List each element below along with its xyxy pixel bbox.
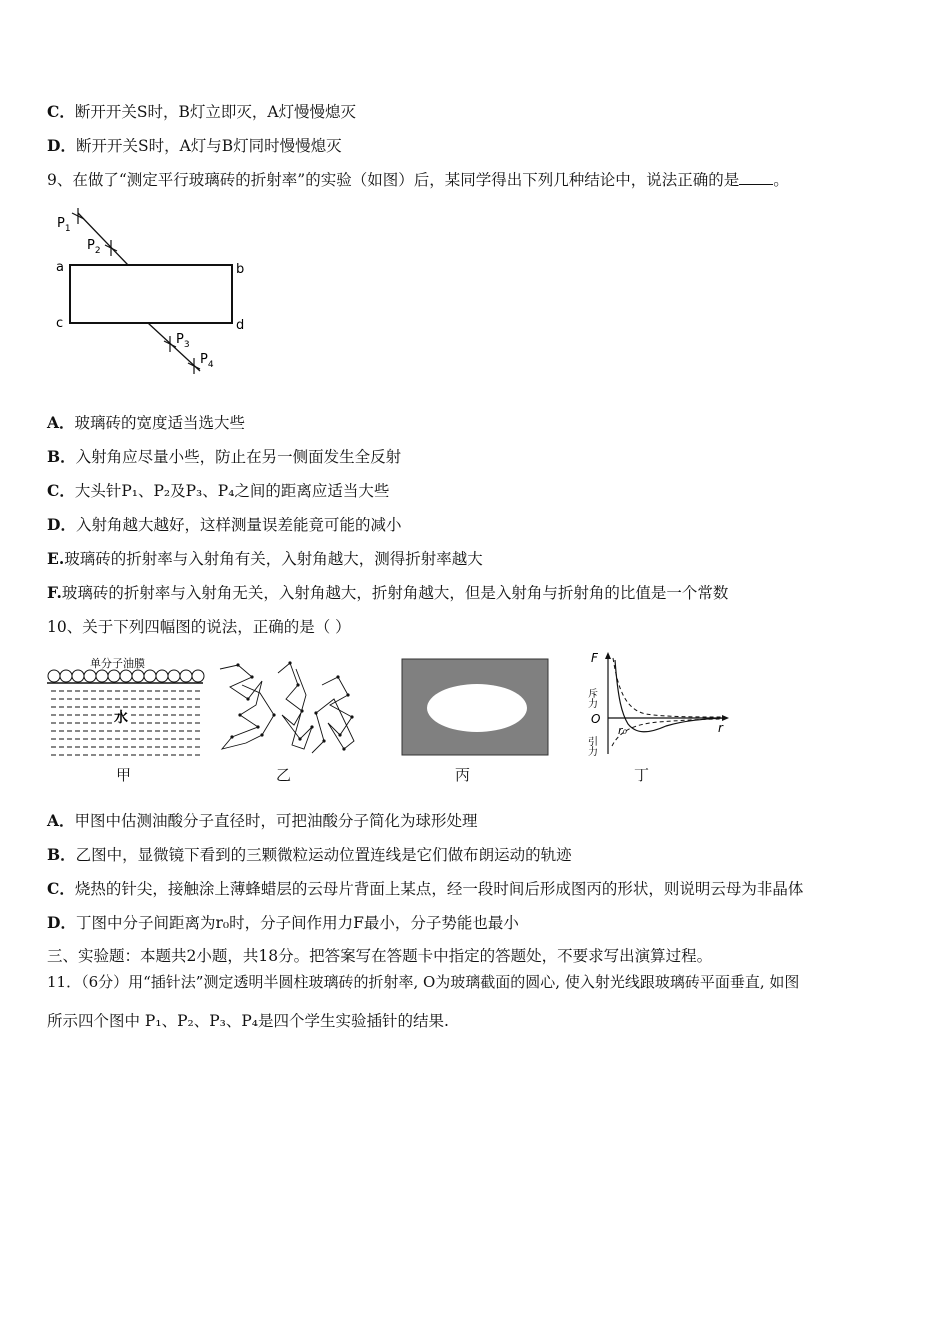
section3-heading: 三、实验题：本题共2小题，共18分。把答案写在答题卡中指定的答题处，不要求写出演算过程。 bbox=[47, 947, 713, 965]
label-attraction: 引力 bbox=[586, 736, 597, 756]
q9-option-c bbox=[47, 481, 389, 501]
option-text: 玻璃砖的宽度适当选大些 bbox=[74, 414, 246, 432]
label-r0: r₀ bbox=[618, 724, 627, 737]
trajectory-2 bbox=[278, 663, 312, 749]
incident-ray bbox=[78, 213, 128, 265]
option-text: 入射角应尽量小些，防止在另一侧面发生全反射 bbox=[75, 448, 402, 466]
label-repulsion: 斥力 bbox=[586, 688, 597, 708]
caption-bing: 丙 bbox=[455, 766, 471, 784]
label-p4: $P_4$ bbox=[200, 352, 214, 370]
q10-stem: 10、关于下列四幅图的说法，正确的是（ ） bbox=[47, 618, 351, 636]
pin-marks bbox=[72, 208, 200, 374]
option-text: 入射角越大越好，这样测量误差能竟可能的减小 bbox=[75, 516, 402, 534]
answer-blank bbox=[739, 170, 773, 185]
option-letter: D． bbox=[47, 913, 76, 932]
label-p2: $P_2$ bbox=[87, 238, 101, 256]
q8-option-d bbox=[47, 136, 342, 156]
option-text: 断开开关S时，B灯立即灭，A灯慢慢熄灭 bbox=[74, 103, 357, 121]
caption-ding: 丁 bbox=[634, 766, 650, 784]
q10-figure-jia bbox=[45, 655, 205, 757]
q10-option-c bbox=[47, 879, 803, 899]
option-letter: F. bbox=[47, 583, 62, 602]
label-r: r bbox=[718, 721, 723, 735]
label-p3: $P_3$ bbox=[176, 332, 190, 350]
repulsion-curve bbox=[613, 658, 724, 717]
q9-option-f bbox=[47, 583, 728, 603]
label-O: O bbox=[591, 712, 601, 726]
q11-line2: 所示四个图中 P₁、P₂、P₃、P₄是四个学生实验插针的结果. bbox=[47, 1012, 449, 1030]
oil-molecules bbox=[48, 670, 204, 682]
label-c: c bbox=[56, 316, 64, 331]
q10-figure-yi bbox=[212, 655, 362, 755]
label-F: F bbox=[591, 651, 598, 665]
option-text: 丁图中分子间距离为r₀时，分子间作用力F最小，分子势能也最小 bbox=[75, 914, 519, 932]
option-letter: D． bbox=[47, 515, 76, 534]
water-label: 水 bbox=[114, 710, 128, 726]
q9-stem bbox=[47, 170, 789, 190]
label-d: d bbox=[236, 318, 245, 333]
q9-option-e bbox=[47, 549, 483, 569]
q10-option-a bbox=[47, 811, 478, 831]
option-text: 玻璃砖的折射率与入射角无关，入射角越大，折射角越大，但是入射角与折射角的比值是一个常数 bbox=[61, 584, 729, 602]
q9-option-b bbox=[47, 447, 401, 467]
option-text: 大头针P₁、P₂及P₃、P₄之间的距离应适当大些 bbox=[74, 482, 390, 500]
option-letter: B． bbox=[47, 447, 76, 466]
attraction-curve bbox=[612, 719, 724, 746]
q9-glass-brick-figure bbox=[50, 205, 260, 380]
q9-stem-end: 。 bbox=[773, 171, 789, 189]
label-p1: $P_1$ bbox=[57, 216, 71, 234]
f-axis-arrow bbox=[605, 652, 611, 659]
glass-brick-rect bbox=[70, 265, 232, 323]
trajectory-1 bbox=[220, 665, 274, 749]
option-text: 烧热的针尖，接触涂上薄蜂蜡层的云母片背面上某点，经一段时间后形成图丙的形状，则说明云母为非晶体 bbox=[74, 880, 804, 898]
q10-figure-bing bbox=[401, 658, 549, 756]
q10-option-b bbox=[47, 845, 572, 865]
option-letter: A． bbox=[47, 811, 75, 830]
q10-option-d bbox=[47, 913, 519, 933]
emergent-ray bbox=[148, 323, 200, 371]
q8-option-c bbox=[47, 102, 356, 122]
q9-option-d bbox=[47, 515, 401, 535]
q9-option-a bbox=[47, 413, 245, 433]
q10-figure-ding bbox=[586, 650, 732, 758]
film-label: 单分子油膜 bbox=[90, 657, 145, 670]
label-b: b bbox=[236, 262, 245, 277]
label-a: a bbox=[56, 260, 64, 275]
option-letter: E. bbox=[47, 549, 65, 568]
q9-stem-text: 9、在做了“测定平行玻璃砖的折射率”的实验（如图）后，某同学得出下列几种结论中，说法正确的是 bbox=[47, 171, 740, 189]
option-letter: C． bbox=[47, 879, 75, 898]
option-text: 甲图中估测油酸分子直径时，可把油酸分子简化为球形处理 bbox=[74, 812, 478, 830]
caption-jia: 甲 bbox=[116, 766, 132, 784]
option-letter: B． bbox=[47, 845, 76, 864]
caption-yi: 乙 bbox=[276, 766, 292, 784]
option-letter: C． bbox=[47, 481, 75, 500]
option-text: 断开开关S时，A灯与B灯同时慢慢熄灭 bbox=[75, 137, 342, 155]
option-letter: C． bbox=[47, 102, 75, 121]
option-letter: D． bbox=[47, 136, 76, 155]
melted-wax-ellipse bbox=[427, 684, 527, 732]
option-text: 乙图中，显微镜下看到的三颗微粒运动位置连线是它们做布朗运动的轨迹 bbox=[75, 846, 572, 864]
trajectory-3 bbox=[312, 677, 354, 753]
option-letter: A． bbox=[47, 413, 75, 432]
q11-line1: 11．（6分）用“插针法”测定透明半圆柱玻璃砖的折射率, O为玻璃截面的圆心, 使入射光线跟玻璃砖平面垂直, 如图 bbox=[47, 973, 800, 991]
option-text: 玻璃砖的折射率与入射角有关，入射角越大，测得折射率越大 bbox=[64, 550, 483, 568]
